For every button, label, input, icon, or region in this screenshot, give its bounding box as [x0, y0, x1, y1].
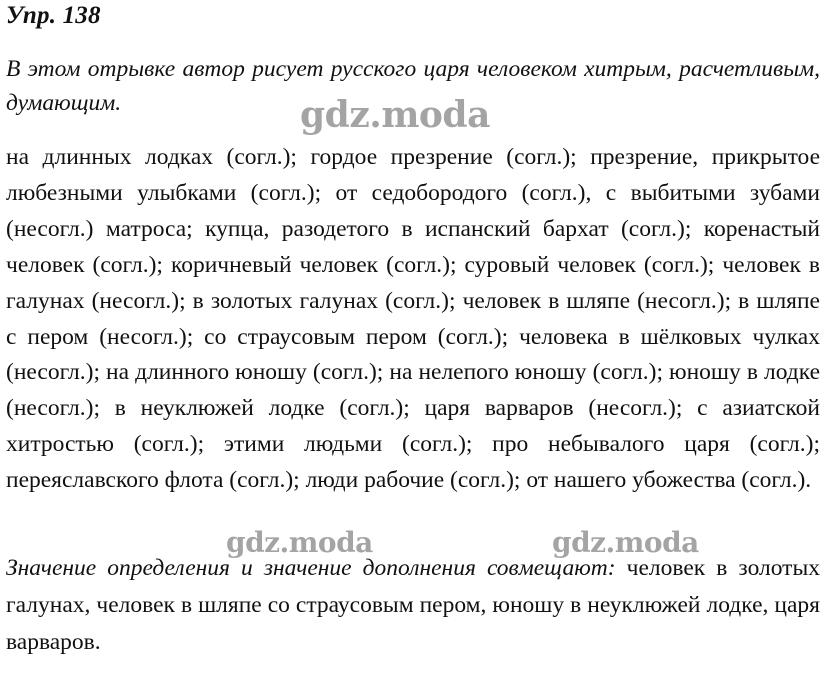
watermark-bottom-left: gdz.moda: [226, 526, 373, 559]
answer-paragraph: на длинных лодках (согл.); гордое презрение (согл.); презрение, прикрытое любезными улыбками (согл.); от седобородого (согл.), с выбитыми зубами (несогл.) матроса; купца, разодетого в испанский бархат (согл.); коренастый человек (согл.); коричневый человек (согл.); суровый человек (согл.); человек в галунах (несогл.); в золотых галунах (согл.); человек в шляпе (несогл.); в шляпе с пером (несогл.); со страусовым пером (согл.); человека в шёлковых чулках (несогл.); на длинного юношу (согл.); на нелепого юношу (согл.); юношу в лодке (несогл.); в неуклюжей лодке (согл.); царя варваров (несогл.); с азиатской хитростью (согл.); этими людьми (согл.); про небывалого царя (согл.); переяславского флота (согл.); люди рабочие (согл.); от нашего убожества (согл.).: [6, 144, 820, 494]
conclusion-lead: Значение определения и значение дополнения совмещают:: [6, 555, 616, 581]
conclusion-text: человек в золотых галунах, человек в шляпе со страусовым пером, юношу в неуклюжей лодке, царя варваров.: [6, 555, 820, 655]
intro-paragraph: В этом отрывке автор рисует русского царя человеком хитрым, расчетливым, думающим.: [6, 56, 820, 116]
watermark-bottom-right: gdz.moda: [552, 526, 699, 559]
exercise-page: [6, 0, 826, 688]
conclusion-paragraph: [6, 550, 820, 661]
exercise-title: Упр. 138: [6, 2, 101, 29]
watermark-top: gdz.moda: [300, 94, 490, 136]
